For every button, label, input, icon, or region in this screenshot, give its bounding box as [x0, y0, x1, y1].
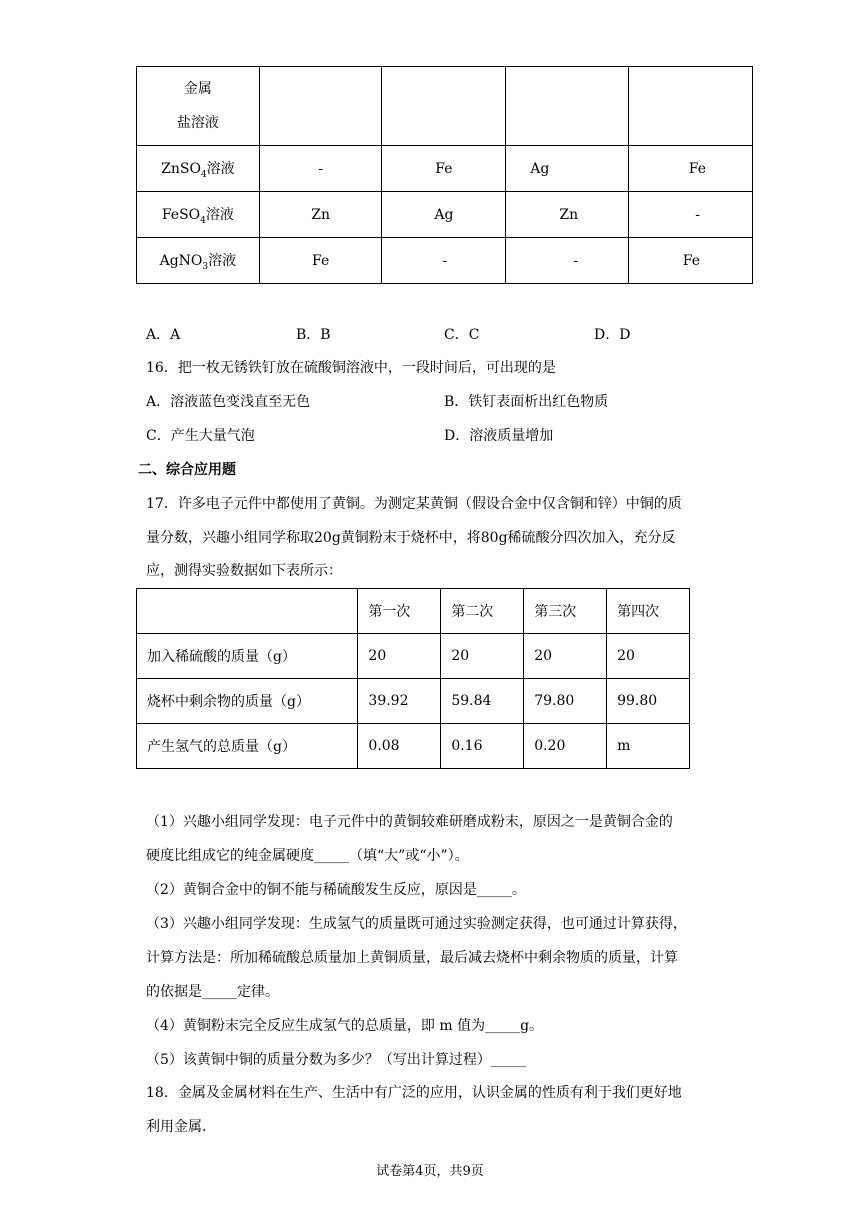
metal-salt-table	[136, 66, 753, 284]
q17-sub3-line: 计算方法是：所加稀硫酸总质量加上黄铜质量，最后减去烧杯中剩余物质的质量，计算	[146, 950, 678, 966]
table-cell: Fe	[629, 238, 753, 284]
table-row	[137, 146, 753, 192]
table-corner-header: 金属 盐溶液	[137, 67, 260, 146]
table-cell: 20	[524, 634, 607, 679]
q17-sub1-line: 硬度比组成它的纯金属硬度_____（填“大”或“小”）。	[146, 848, 469, 864]
table-row	[137, 679, 690, 724]
table-cell: 加入稀硫酸的质量（g）	[137, 634, 358, 679]
q15-option-c: C．C	[444, 327, 480, 343]
q17-stem-line: 量分数，兴趣小组同学称取20g黄铜粉末于烧杯中，将80g稀硫酸分四次加入，充分反	[146, 530, 676, 546]
table-cell: Zn	[506, 192, 629, 238]
table-header-cell: 第一次	[358, 589, 441, 634]
table-cell: 0.08	[358, 724, 441, 769]
table-header-cell: 第三次	[524, 589, 607, 634]
table-cell: 0.20	[524, 724, 607, 769]
q16-option-b: B．铁钉表面析出红色物质	[444, 394, 609, 410]
salt-label: ZnSO$_4$溶液	[137, 146, 260, 192]
q17-stem-line: 应，测得实验数据如下表所示：	[146, 563, 342, 579]
table-cell: 20	[358, 634, 441, 679]
q16-option-a: A．溶液蓝色变浅直至无色	[146, 394, 311, 410]
table-cell: Fe	[259, 238, 382, 284]
table-cell: -	[382, 238, 506, 284]
q17-sub3-line: 的依据是_____定律。	[146, 984, 279, 1000]
experiment-data-table	[136, 588, 690, 769]
q16-option-d: D．溶液质量增加	[444, 428, 554, 444]
table-cell: 59.84	[441, 679, 524, 724]
table-cell: 99.80	[607, 679, 690, 724]
salt-label: AgNO$_3$溶液	[137, 238, 260, 284]
q16-option-c: C．产生大量气泡	[146, 428, 255, 444]
section-title: 二、综合应用题	[138, 462, 236, 478]
table-cell: m	[607, 724, 690, 769]
q17-sub5: （5）该黄铜中铜的质量分数为多少？（写出计算过程）_____	[146, 1052, 526, 1068]
q17-sub4: （4）黄铜粉末完全反应生成氢气的总质量，即 m 值为_____g。	[146, 1018, 544, 1034]
table-cell: -	[259, 146, 382, 192]
table-header-cell: 第二次	[441, 589, 524, 634]
q16-stem: 16．把一枚无锈铁钉放在硫酸铜溶液中，一段时间后，可出现的是	[146, 360, 556, 376]
table-header-cell: 第四次	[607, 589, 690, 634]
q17-sub1-line: （1）兴趣小组同学发现：电子元件中的黄铜较难研磨成粉末，原因之一是黄铜合金的	[146, 814, 673, 830]
table-cell: 20	[441, 634, 524, 679]
q17-sub3-line: （3）兴趣小组同学发现：生成氢气的质量既可通过实验测定获得，也可通过计算获得，	[146, 916, 687, 932]
salt-label: FeSO$_4$溶液	[137, 192, 260, 238]
table-cell: -	[629, 192, 753, 238]
table-row	[137, 192, 753, 238]
table-cell: 产生氢气的总质量（g）	[137, 724, 358, 769]
q15-option-a: A．A	[146, 327, 181, 343]
table-cell: 0.16	[441, 724, 524, 769]
table-cell: Fe	[382, 146, 506, 192]
q17-sub2: （2）黄铜合金中的铜不能与稀硫酸发生反应，原因是_____。	[146, 882, 526, 898]
table-cell	[259, 67, 382, 146]
table-cell	[506, 67, 629, 146]
table-header-row	[137, 67, 753, 146]
table-cell: Ag	[506, 146, 629, 192]
table-cell: 39.92	[358, 679, 441, 724]
table-cell	[382, 67, 506, 146]
table-cell: 79.80	[524, 679, 607, 724]
q17-stem-line: 17．许多电子元件中都使用了黄铜。为测定某黄铜（假设合金中仅含铜和锌）中铜的质	[146, 496, 682, 512]
table-cell: -	[506, 238, 629, 284]
table-cell: Ag	[382, 192, 506, 238]
table-cell: 烧杯中剩余物的质量（g）	[137, 679, 358, 724]
table-header-cell	[137, 589, 358, 634]
table-cell	[629, 67, 753, 146]
q15-option-b: B．B	[296, 327, 331, 343]
q15-option-d: D．D	[594, 327, 631, 343]
q18-stem-line: 18．金属及金属材料在生产、生活中有广泛的应用，认识金属的性质有利于我们更好地	[146, 1085, 682, 1101]
table-header-row	[137, 589, 690, 634]
page-footer: 试卷第4页，共9页	[376, 1164, 484, 1179]
table-cell: Fe	[629, 146, 753, 192]
table-cell: 20	[607, 634, 690, 679]
q18-stem-line: 利用金属.	[146, 1119, 207, 1135]
table-row	[137, 238, 753, 284]
table-cell: Zn	[259, 192, 382, 238]
table-row	[137, 724, 690, 769]
table-row	[137, 634, 690, 679]
